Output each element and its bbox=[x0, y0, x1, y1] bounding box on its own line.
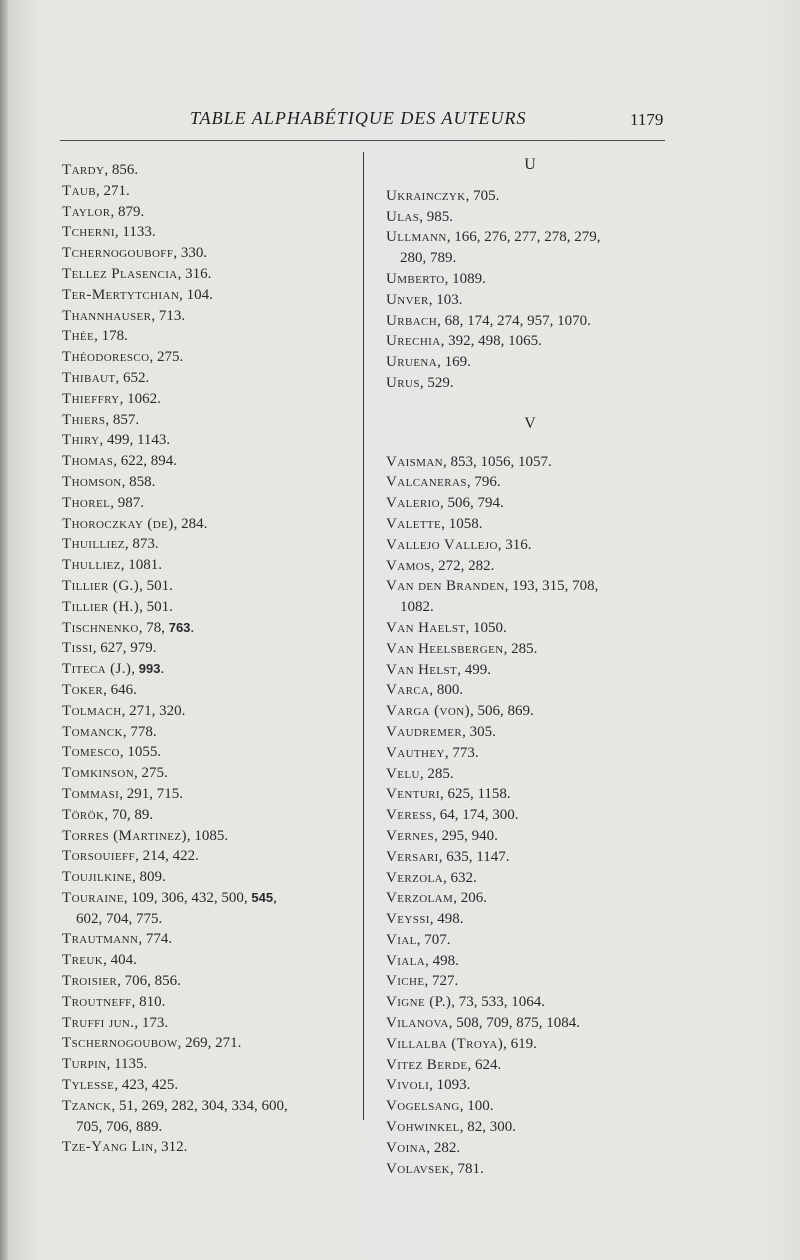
page-refs: , 796. bbox=[466, 474, 501, 491]
author-name: Vernes bbox=[386, 827, 435, 844]
page-refs-continued: 602, 704, 775. bbox=[76, 910, 163, 927]
page-refs: , 1133. bbox=[114, 224, 156, 241]
index-entry bbox=[62, 347, 352, 368]
page-refs: , 499. bbox=[457, 661, 491, 678]
page-refs: , 166, 276, 277, 278, 279, bbox=[446, 229, 601, 246]
page-refs: , 282. bbox=[426, 1139, 461, 1156]
index-entry bbox=[386, 1075, 668, 1096]
author-name: Vohwinkel bbox=[386, 1119, 460, 1136]
index-entry bbox=[62, 638, 352, 659]
page-refs: , 506, 869. bbox=[469, 703, 534, 720]
author-name: Thuilliez bbox=[62, 536, 125, 553]
author-name: Vial bbox=[386, 931, 417, 948]
index-entry bbox=[62, 1137, 352, 1158]
index-entry bbox=[386, 535, 668, 556]
index-column-right bbox=[386, 155, 668, 1179]
index-entry bbox=[386, 764, 668, 785]
main-page-ref: 763 bbox=[168, 619, 191, 635]
index-entry bbox=[62, 1075, 352, 1096]
index-column-left bbox=[62, 160, 352, 1158]
index-entry bbox=[386, 1055, 668, 1076]
author-name: Veyssi bbox=[386, 911, 430, 928]
index-entry bbox=[62, 410, 352, 431]
index-entry bbox=[62, 514, 352, 535]
page-refs: , 78, bbox=[138, 619, 169, 636]
author-name: Verzolam bbox=[386, 890, 454, 907]
page-refs: , 873. bbox=[124, 536, 159, 553]
author-name: Viche bbox=[386, 973, 425, 990]
author-name: Vamos bbox=[386, 557, 431, 574]
index-entry bbox=[62, 618, 352, 639]
index-entry bbox=[62, 493, 352, 514]
index-entry bbox=[386, 971, 668, 992]
author-name: Urbach bbox=[386, 312, 438, 329]
index-entry bbox=[62, 285, 352, 306]
author-name: Tillier (H.) bbox=[62, 598, 140, 615]
index-entry bbox=[386, 493, 668, 514]
author-name: Trautmann bbox=[62, 931, 139, 948]
index-entry bbox=[386, 847, 668, 868]
header-rule bbox=[60, 140, 665, 141]
index-entry bbox=[62, 368, 352, 389]
index-entry bbox=[62, 950, 352, 971]
page-refs: , 206. bbox=[453, 890, 487, 907]
index-entry bbox=[386, 909, 668, 930]
ref-punctuation: , bbox=[273, 889, 277, 906]
author-name: Versari bbox=[386, 848, 439, 865]
index-entry bbox=[62, 306, 352, 327]
index-entry bbox=[386, 722, 668, 743]
page-refs: , 73, 533, 1064. bbox=[451, 994, 546, 1011]
author-name: Vilanova bbox=[386, 1015, 449, 1032]
author-name: Török bbox=[62, 806, 105, 823]
page-refs: , 423, 425. bbox=[114, 1077, 179, 1094]
page-refs: , 1062. bbox=[119, 390, 161, 407]
main-page-ref: 545 bbox=[251, 889, 274, 905]
index-entry bbox=[62, 1033, 352, 1054]
author-name: Thoroczkay (de) bbox=[62, 515, 174, 532]
index-entry bbox=[386, 701, 668, 722]
index-entry bbox=[62, 451, 352, 472]
index-entry bbox=[386, 784, 668, 805]
page-refs: , 271. bbox=[96, 182, 130, 199]
page-refs: , 774. bbox=[138, 931, 173, 948]
index-entry bbox=[386, 805, 668, 826]
author-name: Ter-Mertytchian bbox=[62, 286, 180, 303]
page-refs: , 275. bbox=[149, 349, 184, 366]
page-refs: , 193, 315, 708, bbox=[504, 578, 599, 595]
page-refs: , 64, 174, 300. bbox=[432, 807, 519, 824]
author-name: Tzanck bbox=[62, 1097, 112, 1114]
author-name: Taub bbox=[62, 182, 96, 199]
index-entry bbox=[62, 576, 352, 597]
index-entry bbox=[62, 742, 352, 763]
main-page-ref: 993 bbox=[138, 661, 161, 677]
author-name: Vallejo Vallejo bbox=[386, 536, 498, 553]
page-refs: , 285. bbox=[419, 765, 454, 782]
index-entry bbox=[62, 389, 352, 410]
author-name: Vitez Berde bbox=[386, 1056, 468, 1073]
ref-punctuation: . bbox=[190, 619, 195, 636]
author-name: Thieffry bbox=[62, 390, 120, 407]
index-entry bbox=[62, 929, 352, 950]
index-entry bbox=[386, 618, 668, 639]
index-entry bbox=[62, 971, 352, 992]
author-name: Villalba (Troya) bbox=[386, 1035, 504, 1052]
page-refs: , bbox=[131, 661, 139, 678]
page-refs: , 632. bbox=[443, 869, 477, 886]
index-entry bbox=[386, 290, 668, 311]
page-refs: , 713. bbox=[151, 307, 186, 324]
page-refs: , 1055. bbox=[119, 744, 162, 761]
page-refs: , 858. bbox=[121, 473, 156, 490]
page-refs: , 879. bbox=[110, 203, 145, 220]
index-entry bbox=[386, 556, 668, 577]
page-refs: , 778. bbox=[122, 723, 157, 740]
index-entry bbox=[386, 472, 668, 493]
page-refs: , 285. bbox=[503, 640, 538, 657]
page-refs: , 508, 709, 875, 1084. bbox=[448, 1015, 580, 1032]
index-entry bbox=[62, 472, 352, 493]
page-refs: , 312. bbox=[153, 1139, 188, 1156]
author-name: Valette bbox=[386, 515, 442, 532]
page-refs: , 214, 422. bbox=[135, 848, 199, 865]
page-refs: , 773. bbox=[444, 744, 479, 761]
page-refs: , 499, 1143. bbox=[99, 432, 171, 449]
author-name: Tschernogoubow bbox=[62, 1035, 178, 1052]
author-name: Tommasi bbox=[62, 785, 120, 802]
page-refs: , 316. bbox=[497, 536, 532, 553]
author-name: Tze-Yang Lin bbox=[62, 1139, 154, 1156]
author-name: Touraine bbox=[62, 889, 124, 906]
page-refs: , 1085. bbox=[186, 827, 229, 844]
index-entry bbox=[62, 243, 352, 264]
author-name: Thulliez bbox=[62, 557, 121, 574]
page-refs: , 275. bbox=[134, 765, 168, 782]
page-refs: , 291, 715. bbox=[119, 785, 183, 802]
index-entry bbox=[386, 743, 668, 764]
page-refs: , 109, 306, 432, 500, bbox=[123, 889, 252, 906]
page-refs: , 707. bbox=[416, 931, 451, 948]
author-name: Urechia bbox=[386, 333, 441, 350]
page-refs: , 1093. bbox=[429, 1077, 471, 1094]
page-refs: , 619. bbox=[503, 1035, 537, 1052]
author-name: Tardy bbox=[62, 162, 105, 178]
page-refs: , 853, 1056, 1057. bbox=[443, 453, 552, 470]
author-name: Théodoresco bbox=[62, 349, 150, 366]
page-refs: , 1058. bbox=[441, 515, 483, 532]
page-refs: , 800. bbox=[429, 682, 464, 699]
index-entry bbox=[386, 311, 668, 332]
index-entry bbox=[386, 951, 668, 972]
page-refs: , 269, 271. bbox=[177, 1035, 242, 1052]
index-entry bbox=[386, 1159, 668, 1180]
author-name: Ullmann bbox=[386, 229, 447, 246]
page-refs: , 404. bbox=[103, 952, 137, 969]
index-entry bbox=[62, 1096, 352, 1117]
index-entry bbox=[62, 763, 352, 784]
page-refs: , 506, 794. bbox=[439, 495, 504, 512]
author-name: Tellez Plasencia bbox=[62, 265, 178, 282]
index-entry bbox=[62, 597, 352, 618]
section-u-entries bbox=[386, 186, 668, 394]
page-refs: , 857. bbox=[105, 411, 140, 428]
author-name: Tolmach bbox=[62, 702, 122, 719]
page-refs: , 1089. bbox=[444, 270, 486, 287]
author-name: Valerio bbox=[386, 495, 440, 512]
author-name: Velu bbox=[386, 765, 420, 782]
page-refs: , 316. bbox=[177, 265, 212, 282]
author-name: Turpin bbox=[62, 1056, 107, 1073]
author-name: Uruena bbox=[386, 354, 438, 371]
author-name: Veress bbox=[386, 807, 433, 824]
index-entry bbox=[62, 326, 352, 347]
index-entry bbox=[62, 555, 352, 576]
page-refs: , 1135. bbox=[106, 1056, 148, 1073]
index-entry bbox=[62, 826, 352, 847]
index-entry bbox=[386, 576, 668, 597]
page-refs: , 1050. bbox=[465, 619, 507, 636]
page-refs: , 51, 269, 282, 304, 334, 600, bbox=[111, 1097, 288, 1114]
index-entry bbox=[386, 269, 668, 290]
author-name: Tomkinson bbox=[62, 765, 135, 782]
index-entry bbox=[62, 1054, 352, 1075]
index-entry bbox=[386, 888, 668, 909]
page-refs-continued: 1082. bbox=[400, 599, 434, 616]
index-entry bbox=[62, 430, 352, 451]
page-refs: , 856. bbox=[104, 162, 139, 178]
author-name: Troisier bbox=[62, 973, 118, 990]
ref-punctuation: . bbox=[160, 661, 165, 678]
author-name: Torres (Martinez) bbox=[62, 827, 187, 844]
author-name: Tischnenko bbox=[62, 619, 139, 636]
author-name: Tillier (G.) bbox=[62, 577, 140, 594]
index-entry bbox=[386, 930, 668, 951]
author-name: Vogelsang bbox=[386, 1098, 460, 1115]
page-refs: , 82, 300. bbox=[459, 1119, 516, 1136]
index-entry bbox=[386, 660, 668, 681]
author-name: Tcherni bbox=[62, 224, 115, 241]
index-entry bbox=[62, 222, 352, 243]
page-refs: , 295, 940. bbox=[434, 827, 498, 844]
index-entry bbox=[386, 207, 668, 228]
index-entry bbox=[386, 1138, 668, 1159]
author-name: Thée bbox=[62, 328, 95, 345]
author-name: Vigne (P.) bbox=[386, 994, 452, 1011]
author-name: Thiry bbox=[62, 432, 100, 449]
page-refs: , 622, 894. bbox=[113, 453, 178, 470]
index-entry bbox=[62, 805, 352, 826]
author-name: Vauthey bbox=[386, 744, 445, 761]
page-refs: , 68, 174, 274, 957, 1070. bbox=[437, 312, 591, 329]
author-name: Verzola bbox=[386, 869, 444, 886]
index-entry bbox=[386, 373, 668, 394]
index-entry bbox=[386, 1013, 668, 1034]
index-entry bbox=[62, 888, 352, 909]
author-name: Van Helst bbox=[386, 661, 458, 678]
page-refs: , 624. bbox=[467, 1056, 502, 1073]
author-name: Thorel bbox=[62, 494, 111, 511]
index-entry bbox=[386, 514, 668, 535]
page-refs-continued: 280, 789. bbox=[400, 250, 457, 267]
author-name: Van Heelsbergen bbox=[386, 640, 504, 657]
section-v-entries bbox=[386, 452, 668, 1180]
index-entry bbox=[62, 784, 352, 805]
index-entry bbox=[386, 639, 668, 660]
section-letter-v: V bbox=[524, 414, 536, 432]
index-entry bbox=[386, 868, 668, 889]
section-letter-u: U bbox=[524, 156, 536, 173]
page-refs-continued: 705, 706, 889. bbox=[76, 1118, 163, 1135]
page-number: 1179 bbox=[630, 110, 664, 129]
author-name: Volavsek bbox=[386, 1160, 450, 1177]
author-name: Unver bbox=[386, 291, 429, 308]
author-name: Taylor bbox=[62, 203, 111, 220]
page-refs: , 104. bbox=[179, 286, 213, 303]
page-refs: , 169. bbox=[437, 354, 471, 371]
page-refs: , 1081. bbox=[120, 557, 163, 574]
page-refs: , 305. bbox=[462, 723, 496, 740]
page-refs: , 392, 498, 1065. bbox=[440, 333, 542, 350]
page-refs: , 727. bbox=[424, 973, 459, 990]
author-name: Tissi bbox=[62, 640, 93, 657]
index-entry bbox=[62, 701, 352, 722]
author-name: Valcaneras bbox=[386, 474, 467, 491]
page-refs: , 272, 282. bbox=[430, 557, 495, 574]
page-refs: , 103. bbox=[428, 291, 463, 308]
index-entry bbox=[62, 722, 352, 743]
author-name: Torsouieff bbox=[62, 848, 136, 865]
page-refs: , 498. bbox=[429, 911, 464, 928]
index-entry bbox=[386, 186, 668, 207]
page-refs: , 173. bbox=[134, 1014, 169, 1031]
page-refs: , 705. bbox=[465, 187, 500, 204]
author-name: Vivoli bbox=[386, 1077, 430, 1094]
author-name: Varca bbox=[386, 682, 430, 699]
index-entry bbox=[386, 1096, 668, 1117]
page-refs: , 781. bbox=[449, 1160, 484, 1177]
index-entry bbox=[62, 202, 352, 223]
index-entry bbox=[62, 659, 352, 680]
author-name: Vaudremer bbox=[386, 723, 463, 740]
index-entry bbox=[386, 227, 668, 248]
author-name: Voina bbox=[386, 1139, 427, 1156]
index-entry bbox=[386, 826, 668, 847]
page-refs: , 625, 1158. bbox=[439, 786, 511, 803]
page-refs: , 706, 856. bbox=[117, 973, 181, 990]
page-refs: , 271, 320. bbox=[121, 702, 186, 719]
index-entry bbox=[386, 331, 668, 352]
author-name: Thibaut bbox=[62, 369, 116, 386]
index-entry bbox=[386, 992, 668, 1013]
author-name: Tchernogouboff bbox=[62, 245, 174, 262]
page-refs: , 987. bbox=[110, 494, 144, 511]
author-name: Umberto bbox=[386, 270, 445, 287]
author-name: Toujilkine bbox=[62, 869, 132, 886]
author-name: Viala bbox=[386, 952, 426, 969]
index-entry bbox=[386, 352, 668, 373]
page-refs: , 330. bbox=[173, 245, 208, 262]
page-refs: , 810. bbox=[131, 993, 166, 1010]
index-entry bbox=[62, 264, 352, 285]
author-name: Toker bbox=[62, 681, 104, 698]
author-name: Ulas bbox=[386, 208, 420, 225]
column-divider bbox=[363, 152, 364, 1120]
page-refs: , 70, 89. bbox=[104, 806, 154, 823]
author-name: Urus bbox=[386, 374, 420, 391]
index-entry bbox=[386, 1117, 668, 1138]
author-name: Titeca (J.) bbox=[62, 661, 132, 678]
page-refs: , 100. bbox=[459, 1098, 494, 1115]
author-name: Troutneff bbox=[62, 993, 132, 1010]
page-refs: , 284. bbox=[173, 515, 208, 532]
page-refs: , 529. bbox=[419, 374, 454, 391]
index-entry bbox=[386, 452, 668, 473]
page-refs: , 809. bbox=[131, 869, 166, 886]
index-entry bbox=[386, 1034, 668, 1055]
page-refs: , 652. bbox=[115, 369, 150, 386]
page-binding-shadow bbox=[0, 0, 8, 1260]
author-name: Thiers bbox=[62, 411, 106, 428]
author-name: Venturi bbox=[386, 786, 440, 803]
page-refs: , 646. bbox=[103, 681, 137, 698]
page-refs: , 635, 1147. bbox=[438, 848, 510, 865]
index-entry bbox=[62, 846, 352, 867]
author-name: Tomesco bbox=[62, 744, 120, 761]
author-name: Vaisman bbox=[386, 453, 444, 470]
running-title: TABLE ALPHABÉTIQUE DES AUTEURS bbox=[190, 108, 527, 128]
index-entry bbox=[62, 992, 352, 1013]
page-refs: , 985. bbox=[419, 208, 453, 225]
index-entry bbox=[62, 1013, 352, 1034]
page-refs: , 178. bbox=[94, 328, 128, 345]
author-name: Thannhauser bbox=[62, 307, 152, 324]
author-name: Thomson bbox=[62, 473, 122, 490]
author-name: Truffi jun. bbox=[62, 1014, 135, 1031]
author-name: Tomanck bbox=[62, 723, 123, 740]
index-entry bbox=[62, 534, 352, 555]
page-refs: , 501. bbox=[139, 598, 173, 615]
page-refs: , 498. bbox=[425, 952, 459, 969]
index-entry bbox=[62, 680, 352, 701]
author-name: Ukrainczyk bbox=[386, 187, 466, 204]
author-name: Van Haelst bbox=[386, 619, 466, 636]
page-refs: , 627, 979. bbox=[92, 640, 157, 657]
index-entry bbox=[62, 181, 352, 202]
index-entry bbox=[62, 160, 352, 181]
author-name: Treuk bbox=[62, 952, 104, 969]
author-name: Tylesse bbox=[62, 1077, 115, 1094]
page-refs: , 501. bbox=[139, 577, 173, 594]
author-name: Thomas bbox=[62, 453, 114, 470]
index-entry bbox=[386, 680, 668, 701]
author-name: Van den Branden bbox=[386, 578, 505, 595]
index-entry bbox=[62, 867, 352, 888]
author-name: Varga (von) bbox=[386, 703, 470, 720]
